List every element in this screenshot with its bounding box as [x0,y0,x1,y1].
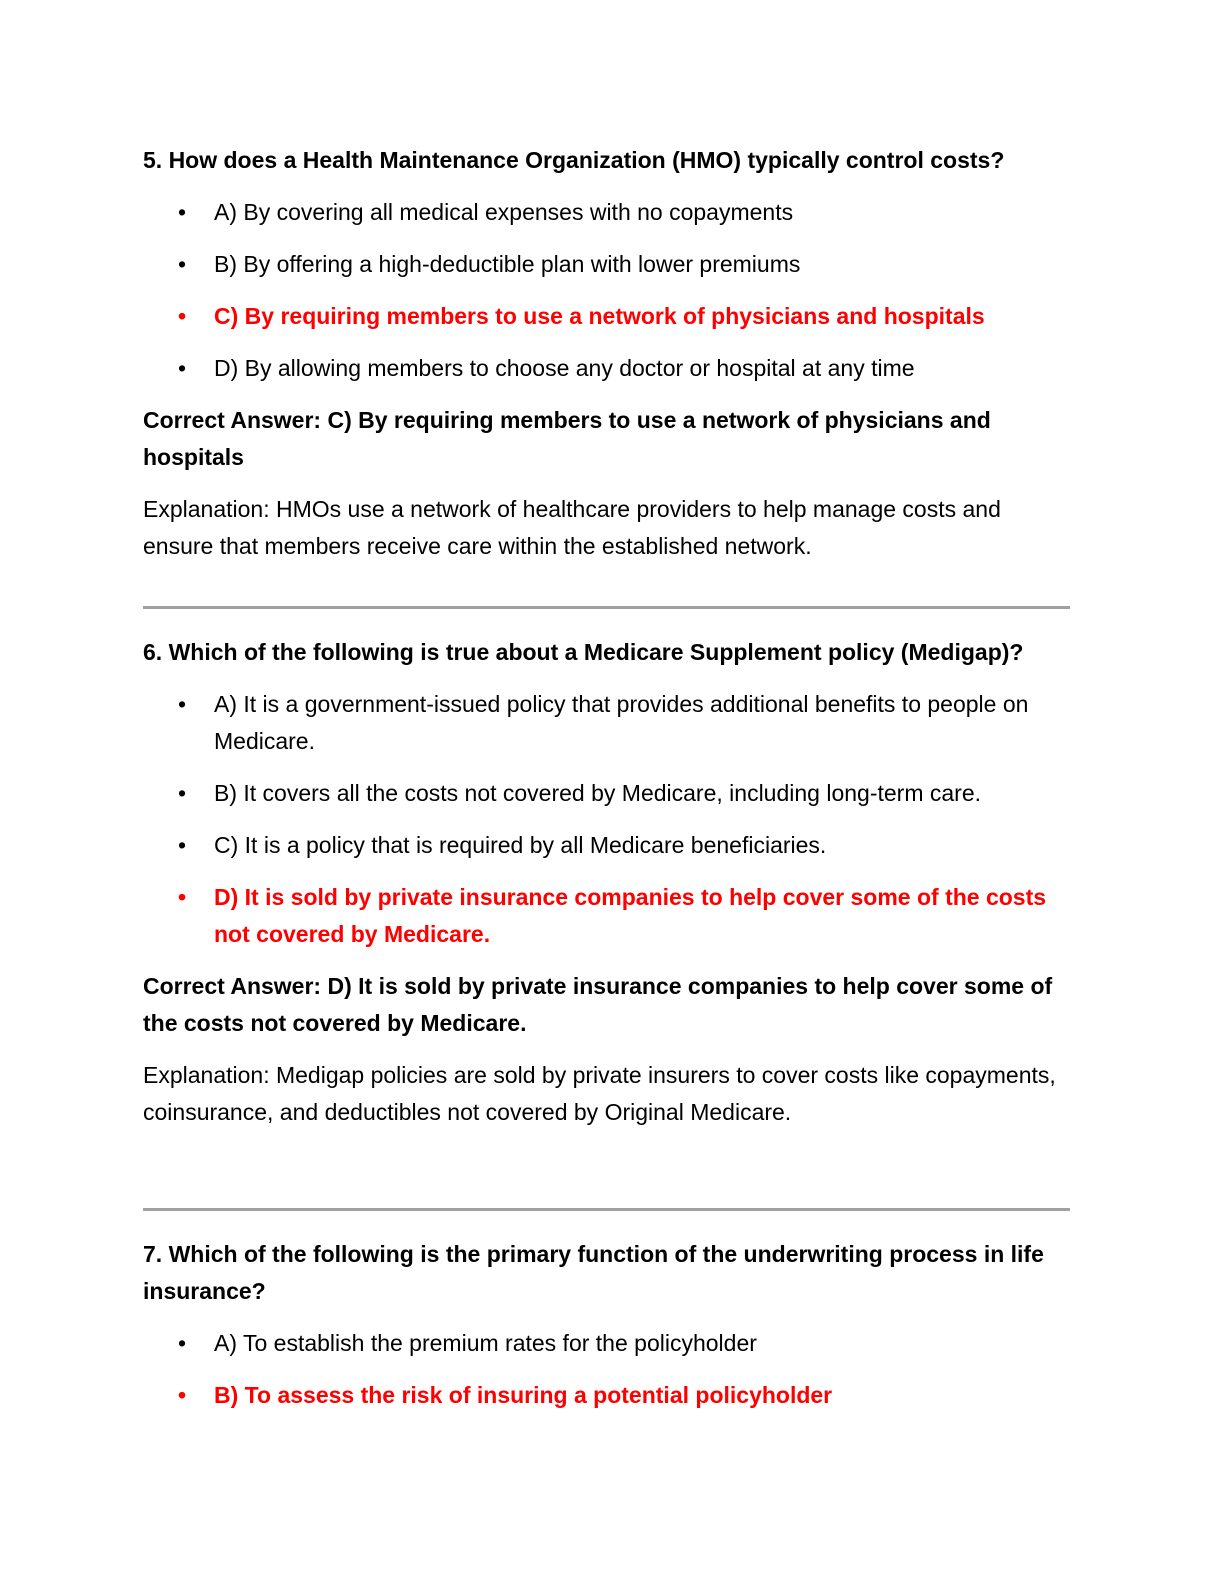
option-a: • A) By covering all medical expenses with no copayments [143,194,1073,231]
option-c: • C) It is a policy that is required by all Medicare beneficiaries. [143,827,1073,864]
explanation: Explanation: Medigap policies are sold by private insurers to cover costs like copayments, coinsurance, and deductibles not covered by Original Medicare. [143,1062,1056,1125]
option-a: • A) It is a government-issued policy that provides additional benefits to people on Medicare. [143,686,1073,760]
option-b: • B) It covers all the costs not covered by Medicare, including long-term care. [143,775,1073,812]
option-b-correct: • B) To assess the risk of insuring a potential policyholder [143,1377,1073,1414]
question-title: 5. How does a Health Maintenance Organization (HMO) typically control costs? [143,147,1005,173]
divider [143,1208,1070,1211]
explanation: Explanation: HMOs use a network of healthcare providers to help manage costs and ensure that members receive care within the established network. [143,496,1001,559]
option-a: • A) To establish the premium rates for the policyholder [143,1325,1073,1362]
option-b: • B) By offering a high-deductible plan with lower premiums [143,246,1073,283]
option-c-correct: • C) By requiring members to use a network of physicians and hospitals [143,298,1073,335]
option-d-correct: • D) It is sold by private insurance companies to help cover some of the costs not covered by Medicare. [143,879,1073,953]
divider [143,606,1070,609]
question-title: 6. Which of the following is true about a Medicare Supplement policy (Medigap)? [143,639,1024,665]
correct-answer: Correct Answer: C) By requiring members to use a network of physicians and hospitals [143,407,991,470]
correct-answer: Correct Answer: D) It is sold by private insurance companies to help cover some of the costs not covered by Medicare. [143,973,1053,1036]
question-5 [143,142,1073,565]
question-7 [143,1236,1073,1414]
question-6 [143,634,1073,1131]
option-d: • D) By allowing members to choose any doctor or hospital at any time [143,350,1073,387]
question-title: 7. Which of the following is the primary function of the underwriting process in life insurance? [143,1241,1044,1304]
